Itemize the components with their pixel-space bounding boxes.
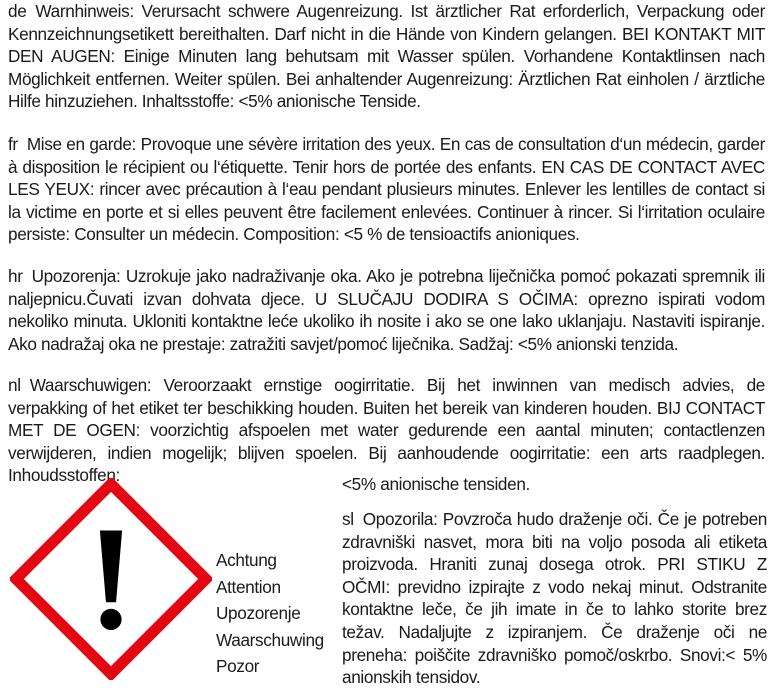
language-code: sl xyxy=(342,509,354,529)
ingredients-label: Snovi: xyxy=(679,644,726,665)
warning-section-nl xyxy=(8,374,765,487)
signal-word-sl: Pozor xyxy=(216,656,260,676)
ingredients-text: <5 % de tensioactifs anioniques. xyxy=(339,224,580,245)
section-label: Opozorila: xyxy=(362,509,438,529)
warning-section-de xyxy=(8,0,765,113)
signal-word-hr: Upozorenje xyxy=(216,603,301,623)
section-label: Mise en garde: xyxy=(26,134,136,154)
ingredients-label: Sadžaj: xyxy=(458,333,514,354)
signal-word-de: Achtung xyxy=(216,550,277,570)
section-text: Veroorzaakt ernstige oogirritatie. Bij het inwinnen van medisch advies, de verpakking of het etiket ter beschikking houden. Buiten het bereik van kinderen houden. BIJ CONTACT MET DE OGEN: voorzichtig afspoelen met water gedurende een aantal minuten; contactlenzen verwijderen, indien mogelijk; blijven spoelen. Bij aanhoudende oogirritatie: een arts raadplegen. xyxy=(8,375,765,463)
warning-section-sl xyxy=(342,508,767,689)
section-label: Upozorenja: xyxy=(31,266,121,286)
ingredients-text-nl: <5% anionische tensiden. xyxy=(342,474,530,494)
ghs07-exclamation-mark-icon xyxy=(10,478,212,680)
ingredients-label: Inhaltsstoffe: xyxy=(141,91,235,112)
signal-words xyxy=(216,547,324,680)
ingredients-label: Inhoudsstoffen: xyxy=(8,465,120,486)
signal-word-nl: Waarschuwing xyxy=(216,629,324,650)
section-label: Warnhinweis: xyxy=(35,1,134,21)
section-label: Waarschuwigen: xyxy=(29,375,152,395)
section-text: Povzroča hudo draženje oči. Če je potreben zdravniški nasvet, mora biti na voljo posoda ali etiketa proizvoda. Hraniti zunaj dosega otrok. PRI STIKU Z OČMI: previdno izpirajte z vodo nekaj minut. Odstranite kontaktne leče, če jih imate in če to lahko storite brez težav. Nadaljujte z izpiranjem. Če draženje oči ne preneha: poiščite zdravniško pomoč/oskrbo. xyxy=(342,509,767,665)
language-code: de xyxy=(8,1,27,21)
ingredients-text: <5% anionische Tenside. xyxy=(234,91,421,112)
exclamation-dot xyxy=(100,609,121,630)
language-code: nl xyxy=(8,375,21,395)
section-text: Verursacht schwere Augenreizung. Ist ärztlicher Rat erforderlich, Verpackung oder Kennzeichnungsetikett bereithalten. Darf nicht in die Hände von Kindern gelangen. BEI KONTAKT MIT DEN AUGEN: Einige Minuten lang behutsam mit Wasser spülen. Vorhandene Kontaktlinsen nach Möglichkeit entfernen. Weiter spülen. Bei anhaltender Augenreizung: Ärztlichen Rat einholen / ärztliche Hilfe hinzuziehen. xyxy=(8,1,765,112)
ingredients-text: < 5% anionskih tensidov. xyxy=(342,644,767,688)
ingredients-label: Composition: xyxy=(243,224,340,245)
section-text: Provoque une sévère irritation des yeux. En cas de consultation d‘un médecin, garder à disposition le récipient ou l‘étiquette. Tenir hors de portée des enfants. EN CAS DE CONTACT AVEC LES YEUX: rincer avec précaution à l‘eau pendant plusieurs minutes. Enlever les lentilles de contact si la victime en porte et si elles peuvent être facilement enlevées. Continuer à rincer. Si l‘irritation oculaire persiste: Consulter un médecin. xyxy=(8,134,766,245)
ingredients-text: <5% anionski tenzida. xyxy=(513,333,679,354)
warning-section-hr xyxy=(8,265,765,355)
section-text: Uzrokuje jako nadraživanje oka. Ako je potrebna liječnička pomoć pokazati spremnik ili naljepnicu.Čuvati izvan dohvata djece. U SLUČAJU DODIRA S OČIMA: oprezno ispirati vodom nekoliko minuta. Ukloniti kontaktne leće ukoliko ih nosite i ako se one lako uklanjaju. Nastaviti ispiranje. Ako nadražaj oka ne prestaje: zatražiti savjet/pomoć liječnika. xyxy=(8,266,765,354)
signal-word-fr: Attention xyxy=(216,576,281,597)
language-code: fr xyxy=(8,134,18,154)
language-code: hr xyxy=(8,266,23,286)
warning-section-fr xyxy=(8,133,765,246)
